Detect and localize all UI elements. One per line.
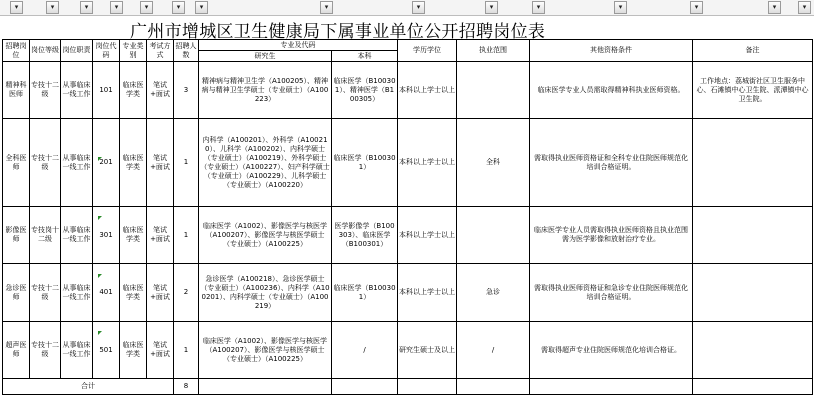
cell-other[interactable]: 临床医学专业人员需取得执业医师资格且执业范围需为医学影像和放射治疗专业。 [530, 207, 693, 264]
cell-remark[interactable] [693, 119, 813, 207]
cell-level[interactable]: 专技十二级 [30, 62, 61, 119]
cell-post[interactable]: 全科医师 [3, 119, 30, 207]
header-other[interactable]: 其他资格条件 [530, 40, 693, 62]
header-degree[interactable]: 学历学位 [398, 40, 457, 62]
cell-count[interactable]: 1 [174, 322, 199, 379]
header-undergraduate[interactable]: 本科 [332, 51, 398, 62]
cell-degree[interactable]: 研究生硕士及以上 [398, 322, 457, 379]
cell-code[interactable]: 101 [93, 62, 120, 119]
cell-exam[interactable]: 笔试+面试 [147, 264, 174, 322]
cell-undergraduate-major[interactable]: 临床医学（B100301） [332, 264, 398, 322]
empty-cell[interactable] [693, 379, 813, 395]
header-exam[interactable]: 考试方式 [147, 40, 174, 62]
cell-remark[interactable] [693, 264, 813, 322]
cell-graduate-major[interactable]: 临床医学（A1002）、影像医学与核医学（A100207）、影像医学与核医学硕士（专业硕士）（A100225） [199, 207, 332, 264]
header-remark[interactable]: 备注 [693, 40, 813, 62]
cell-scope[interactable] [457, 62, 530, 119]
recruitment-table [2, 39, 813, 395]
cell-duty[interactable]: 从事临床一线工作 [61, 62, 93, 119]
cell-post[interactable]: 超声医师 [3, 322, 30, 379]
autofilter-row [0, 0, 814, 16]
cell-category[interactable]: 临床医学类 [120, 62, 147, 119]
total-row [3, 379, 813, 395]
cell-exam[interactable]: 笔试+面试 [147, 62, 174, 119]
cell-count[interactable]: 1 [174, 207, 199, 264]
cell-exam[interactable]: 笔试+面试 [147, 119, 174, 207]
cell-undergraduate-major[interactable]: 医学影像学（B100303）、临床医学（B100301） [332, 207, 398, 264]
filter-dropdown-icon[interactable]: ▾ [614, 1, 627, 14]
cell-graduate-major[interactable]: 急诊医学（A100218）、急诊医学硕士（专业硕士）（A100236）、内科学（A100201）、内科学硕士（专业硕士）（A100219） [199, 264, 332, 322]
total-count[interactable]: 8 [174, 379, 199, 395]
table-row [3, 62, 813, 119]
cell-scope[interactable]: / [457, 322, 530, 379]
cell-post[interactable]: 精神科医师 [3, 62, 30, 119]
cell-scope[interactable] [457, 207, 530, 264]
cell-degree[interactable]: 本科以上学士以上 [398, 264, 457, 322]
cell-code[interactable]: 201 [93, 119, 120, 207]
header-count[interactable]: 招聘人数 [174, 40, 199, 62]
filter-dropdown-icon[interactable]: ▾ [46, 1, 59, 14]
cell-remark[interactable] [693, 322, 813, 379]
table-row [3, 264, 813, 322]
cell-undergraduate-major[interactable]: 临床医学（B100301） [332, 119, 398, 207]
total-label[interactable]: 合计 [3, 379, 174, 395]
cell-post[interactable]: 影像医师 [3, 207, 30, 264]
filter-dropdown-icon[interactable]: ▾ [485, 1, 498, 14]
cell-count[interactable]: 2 [174, 264, 199, 322]
filter-dropdown-icon[interactable]: ▾ [768, 1, 781, 14]
empty-cell[interactable] [457, 379, 530, 395]
cell-duty[interactable]: 从事临床一线工作 [61, 264, 93, 322]
cell-duty[interactable]: 从事临床一线工作 [61, 322, 93, 379]
cell-remark[interactable] [693, 207, 813, 264]
empty-cell[interactable] [199, 379, 332, 395]
filter-dropdown-icon[interactable]: ▾ [532, 1, 545, 14]
cell-code[interactable]: 501 [93, 322, 120, 379]
cell-duty[interactable]: 从事临床一线工作 [61, 207, 93, 264]
cell-level[interactable]: 专技十二级 [30, 119, 61, 207]
sheet-title: 广州市增城区卫生健康局下属事业单位公开招聘岗位表 [130, 22, 546, 42]
cell-marker-icon [98, 331, 102, 335]
header-duty[interactable]: 岗位职责 [61, 40, 93, 62]
filter-dropdown-icon[interactable]: ▾ [10, 1, 23, 14]
cell-level[interactable]: 专技十二级 [30, 322, 61, 379]
header-category[interactable]: 专业类别 [120, 40, 147, 62]
cell-graduate-major[interactable]: 精神病与精神卫生学（A100205）、精神病与精神卫生学硕士（专业硕士）（A100223） [199, 62, 332, 119]
cell-category[interactable]: 临床医学类 [120, 322, 147, 379]
table-row [3, 322, 813, 379]
cell-degree[interactable]: 本科以上学士以上 [398, 119, 457, 207]
empty-cell[interactable] [332, 379, 398, 395]
cell-scope[interactable]: 急诊 [457, 264, 530, 322]
header-post[interactable]: 招聘岗位 [3, 40, 30, 62]
cell-graduate-major[interactable]: 临床医学（A1002）、影像医学与核医学（A100207）、影像医学与核医学硕士（专业硕士）（A100225） [199, 322, 332, 379]
filter-dropdown-icon[interactable]: ▾ [798, 1, 811, 14]
empty-cell[interactable] [530, 379, 693, 395]
cell-category[interactable]: 临床医学类 [120, 264, 147, 322]
filter-dropdown-icon[interactable]: ▾ [690, 1, 703, 14]
filter-dropdown-icon[interactable]: ▾ [412, 1, 425, 14]
cell-category[interactable]: 临床医学类 [120, 119, 147, 207]
cell-exam[interactable]: 笔试+面试 [147, 207, 174, 264]
cell-level[interactable]: 专技岗十二级 [30, 207, 61, 264]
header-graduate[interactable]: 研究生 [199, 51, 332, 62]
cell-marker-icon [98, 274, 102, 278]
filter-dropdown-icon[interactable]: ▾ [80, 1, 93, 14]
cell-post[interactable]: 急诊医师 [3, 264, 30, 322]
cell-marker-icon [98, 216, 102, 220]
cell-code[interactable]: 401 [93, 264, 120, 322]
cell-level[interactable]: 专技十二级 [30, 264, 61, 322]
header-major-group[interactable]: 专业及代码 [199, 40, 398, 51]
cell-marker-icon [98, 157, 102, 161]
header-scope[interactable]: 执业范围 [457, 40, 530, 62]
table-row [3, 207, 813, 264]
header-code[interactable]: 岗位代码 [93, 40, 120, 62]
cell-other[interactable]: 需取得执业医师资格证和全科专业住院医师规范化培训合格证明。 [530, 119, 693, 207]
cell-undergraduate-major[interactable]: 临床医学（B100301）、精神医学（B100305） [332, 62, 398, 119]
filter-dropdown-icon[interactable]: ▾ [195, 1, 208, 14]
empty-cell[interactable] [398, 379, 457, 395]
table-row [3, 119, 813, 207]
header-level[interactable]: 岗位等级 [30, 40, 61, 62]
cell-count[interactable]: 3 [174, 62, 199, 119]
cell-remark[interactable]: 工作地点：荔城街社区卫生服务中心、石滩镇中心卫生院、派潭镇中心卫生院。 [693, 62, 813, 119]
filter-dropdown-icon[interactable]: ▾ [320, 1, 333, 14]
cell-other[interactable]: 需取得执业医师资格证和急诊专业住院医师规范化培训合格证明。 [530, 264, 693, 322]
cell-count[interactable]: 1 [174, 119, 199, 207]
cell-degree[interactable]: 本科以上学士以上 [398, 207, 457, 264]
filter-dropdown-icon[interactable]: ▾ [110, 1, 123, 14]
cell-undergraduate-major[interactable]: / [332, 322, 398, 379]
cell-degree[interactable]: 本科以上学士以上 [398, 62, 457, 119]
cell-other[interactable]: 需取得超声专业住院医师规范化培训合格证。 [530, 322, 693, 379]
cell-code[interactable]: 301 [93, 207, 120, 264]
cell-duty[interactable]: 从事临床一线工作 [61, 119, 93, 207]
cell-exam[interactable]: 笔试+面试 [147, 322, 174, 379]
filter-dropdown-icon[interactable]: ▾ [172, 1, 185, 14]
cell-graduate-major[interactable]: 内科学（A100201）、外科学（A100210）、儿科学（A100202）、内科学硕士（专业硕士）（A100219）、外科学硕士（专业硕士）（A100227）、妇产科学硕士（专业硕士）（A100229）、儿科学硕士（专业硕士）（A100220） [199, 119, 332, 207]
cell-other[interactable]: 临床医学专业人员需取得精神科执业医师资格。 [530, 62, 693, 119]
cell-category[interactable]: 临床医学类 [120, 207, 147, 264]
filter-dropdown-icon[interactable]: ▾ [140, 1, 153, 14]
cell-scope[interactable]: 全科 [457, 119, 530, 207]
